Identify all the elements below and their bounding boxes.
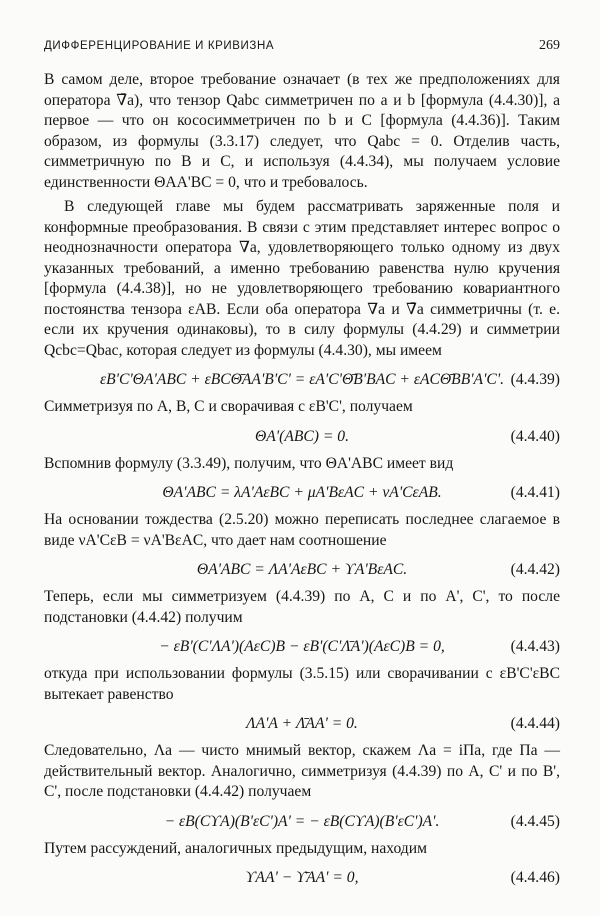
equation-body: ΛA'A + Λ̄AA' = 0.	[246, 715, 358, 732]
paragraph-1: В самом деле, второе требование означает (в тех же предположениях для оператора ∇̄a), что тензор Qabc симметричен по a и b [формула (4.4.30)], а первое — что он кососимметричен по b и C [формула (4.4.36)]. Таким образом, из формулы (3.3.17) следует, что Qabc = 0. Отделив часть, симметричную по B и C, и используя (4.4.34), мы получаем условие единственности ΘAA'BC = 0, что и требовалось.	[44, 71, 560, 191]
equation-number: (4.4.43)	[510, 638, 560, 655]
page-body	[44, 70, 560, 895]
equation-body: − εB'(C'ΛA')(AεC)B − εB'(C'Λ̄A')(AεC)B = 0,	[159, 638, 445, 655]
equation-number: (4.4.45)	[510, 812, 560, 830]
equation-4-4-42	[44, 558, 560, 582]
equation-body: − εB(CϒA)(B'εC')A' = − εB(CϒA)(B'εC')A'.	[164, 812, 440, 830]
equation-number: (4.4.41)	[510, 484, 560, 501]
equation-number: (4.4.39)	[510, 371, 560, 388]
paragraph-7: откуда при использовании формулы (3.5.15) или сворачивании с εB'C'εBC вытекает равенство	[44, 665, 560, 703]
equation-body: ΘA'ABC = ΛA'AεBC + ϒA'BεAC.	[196, 561, 408, 578]
equation-number: (4.4.44)	[510, 715, 560, 732]
equation-body: εB'C'ΘA'ABC + εBCΘ̄AA'B'C' = εA'C'Θ̄B'BAC + εACΘ̄BB'A'C'.	[99, 371, 505, 388]
running-title: ДИФФЕРЕНЦИРОВАНИЕ И КРИВИЗНА	[44, 40, 275, 52]
paragraph-4: Вспомнив формулу (3.3.49), получим, что ΘA'ABC имеет вид	[44, 454, 454, 472]
equation-number: (4.4.40)	[510, 427, 560, 445]
paragraph-6: Теперь, если мы симметризуем (4.4.39) по A, C и по A', C', то после подстановки (4.4.42) получим	[44, 588, 560, 626]
equation-4-4-43	[44, 635, 560, 659]
equation-4-4-44	[44, 712, 560, 736]
equation-body: ΘA'ABC = λA'AεBC + μA'BεAC + νA'CεAB.	[162, 484, 442, 501]
equation-number: (4.4.42)	[510, 561, 560, 578]
equation-4-4-39	[44, 368, 560, 392]
paragraph-3: Симметризуя по A, B, C и сворачивая с εB'C', получаем	[44, 398, 413, 415]
running-header	[44, 38, 560, 54]
equation-4-4-41	[44, 481, 560, 505]
page-number: 269	[539, 38, 560, 53]
equation-number: (4.4.46)	[510, 869, 560, 886]
paragraph-9: Путем рассуждений, аналогичных предыдущим, находим	[44, 839, 427, 857]
equation-body: ϒAA' − ϒ̄AA' = 0,	[245, 869, 359, 886]
equation-4-4-40	[44, 425, 560, 449]
equation-4-4-45	[44, 810, 560, 834]
paragraph-8: Следовательно, Λa — чисто мнимый вектор, скажем Λa = iΠa, где Πa — действительный вектор. Аналогично, симметризуя (4.4.39) по A, C' и по B', C', после подстановки (4.4.42) получаем	[44, 742, 560, 800]
paragraph-2: В следующей главе мы будем рассматривать заряженные поля и конформные преобразования. В связи с этим представляет интерес вопрос о неоднозначности оператора ∇a, удовлетворяющего только одному из двух указанных требований, а именно требованию равенства нулю кручения [формула (4.4.38)], но не удовлетворяющего требованию ковариантного постоянства тензора εAB. Если оба оператора ∇a и ∇̄a симметричны (т. е. если их кручения одинаковы), то в силу формулы (4.4.29) и симметрии Qcbc=Qbac, которая следует из формулы (4.4.30), мы имеем	[44, 198, 560, 359]
equation-body: ΘA'(ABC) = 0.	[255, 427, 349, 445]
equation-4-4-46	[44, 866, 560, 890]
paragraph-5: На основании тождества (2.5.20) можно переписать последнее слагаемое в виде νA'CεB = νA'BεAC, что дает нам соотношение	[44, 511, 560, 549]
